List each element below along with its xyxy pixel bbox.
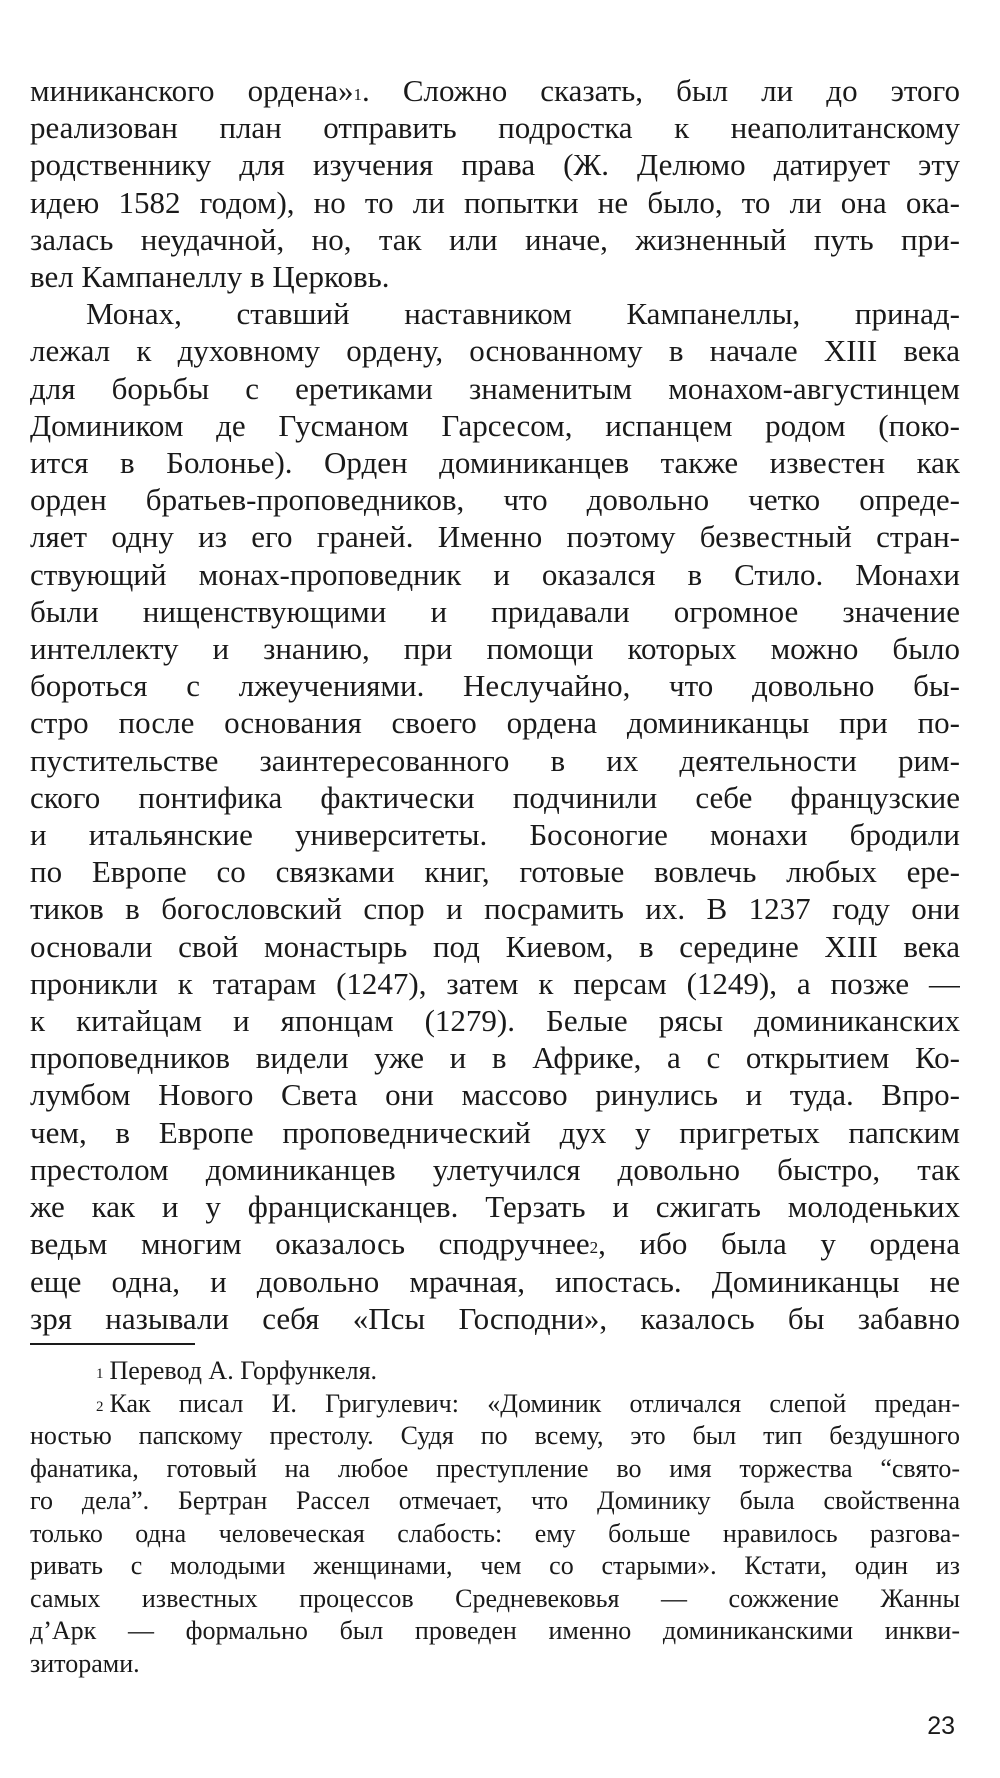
- line-text-continued: . Сложно сказать, был ли до этого: [362, 73, 960, 108]
- footnote-number: 2: [96, 1398, 104, 1415]
- text-line: чем, в Европе проповеднический дух у пригретых папским: [30, 1114, 960, 1150]
- text-line: ствующий монах-проповедник и оказался в Стило. Монахи: [30, 556, 960, 592]
- text-line: же как и у францисканцев. Терзать и сжигать молоденьких: [30, 1189, 960, 1225]
- page-number: 23: [927, 1712, 955, 1740]
- text-line: были нищенствующими и придавали огромное значение: [30, 593, 960, 629]
- footnotes-block: [30, 1355, 960, 1680]
- text-line: и итальянские университеты. Босоногие монахи бродили: [30, 817, 960, 853]
- text-line: к китайцам и японцам (1279). Белые рясы доминиканских: [30, 1003, 960, 1039]
- footnote-line: ностью папскому престолу. Судя по всему, это был тип бездушного: [30, 1421, 960, 1450]
- main-text-block: [30, 72, 960, 1337]
- footnote-1: [30, 1355, 960, 1388]
- text-line: реализован план отправить подростка к неаполитанскому: [30, 110, 960, 146]
- footnote-line: только одна человеческая слабость: ему больше нравилось разгова-: [30, 1518, 960, 1548]
- footnote-line: самых известных процессов Средневековья — сожжение Жанны: [30, 1583, 960, 1613]
- text-line: бороться с лжеучениями. Неслучайно, что довольно бы-: [30, 668, 960, 704]
- footnote-number: 1: [96, 1366, 104, 1382]
- text-line: для борьбы с еретиками знаменитым монахом-августинцем: [30, 370, 960, 406]
- text-line: тиков в богословский спор и посрамить их. В 1237 году они: [30, 891, 960, 927]
- text-line: ится в Болонье). Орден доминиканцев также известен как: [30, 445, 960, 481]
- footnote-line: фанатика, готовый на любое преступление во имя торжества “свято-: [30, 1453, 960, 1483]
- footnote-ref-1: 1: [353, 85, 363, 104]
- text-line: Монах, ставший наставником Кампанеллы, принад-: [86, 296, 960, 332]
- footnote-divider: [30, 1343, 195, 1345]
- text-line: основали свой монастырь под Киевом, в середине XIII века: [30, 928, 960, 964]
- footnote-line: го дела”. Бертран Рассел отмечает, что Доминику была свойственна: [30, 1486, 960, 1515]
- footnote-line: ривать с молодыми женщинами, чем со старыми». Кстати, один из: [30, 1551, 960, 1580]
- text-line: стро после основания своего ордена доминиканцы при по-: [30, 705, 960, 741]
- text-line: пустительстве заинтересованного в их деятельности рим-: [30, 742, 960, 778]
- text-line: родственнику для изучения права (Ж. Делюмо датирует эту: [30, 147, 960, 183]
- footnote-line: зиторами.: [30, 1648, 140, 1678]
- text-line: ского понтифика фактически подчинили себе французские: [30, 779, 960, 815]
- text-line: по Европе со связками книг, готовые вовлечь любых ере-: [30, 854, 960, 890]
- footnote-text: Перевод А. Горфункеля.: [109, 1356, 378, 1385]
- text-line: идею 1582 годом), но то ли попытки не было, то ли она ока-: [30, 184, 960, 220]
- text-line: еще одна, и довольно мрачная, ипостась. Доминиканцы не: [30, 1263, 960, 1299]
- text-line: [30, 72, 960, 109]
- line-text-continued: , ибо была у ордена: [598, 1226, 960, 1262]
- text-line: проповедников видели уже и в Африке, а с открытием Ко-: [30, 1040, 960, 1076]
- text-line: проникли к татарам (1247), затем к персам (1249), а позже —: [30, 965, 960, 1001]
- text-line: зря называли себя «Псы Господни», казалось бы забавно: [30, 1300, 960, 1336]
- text-line: ляет одну из его граней. Именно поэтому безвестный стран-: [30, 519, 960, 555]
- line-text: ведьм многим оказалось сподручнее: [30, 1226, 590, 1262]
- text-line: лумбом Нового Света они массово ринулись и туда. Впро-: [30, 1077, 960, 1113]
- text-line: Домиником де Гусманом Гарсесом, испанцем родом (поко-: [30, 407, 960, 443]
- footnote-2: [30, 1388, 960, 1421]
- footnote-line: д’Арк — формально был проведен именно доминиканскими инкви-: [30, 1616, 960, 1645]
- footnote-text: Как писал И. Григулевич: «Доминик отличался слепой предан-: [109, 1388, 960, 1418]
- text-line: вел Кампанеллу в Церковь.: [30, 259, 390, 295]
- text-line: [30, 1225, 960, 1262]
- text-line: орден братьев-проповедников, что довольно четко опреде-: [30, 482, 960, 518]
- text-line: лежал к духовному ордену, основанному в начале XIII века: [30, 333, 960, 369]
- text-line: интеллекту и знанию, при помощи которых можно было: [30, 631, 960, 667]
- footnote-ref-2: 2: [589, 1238, 599, 1258]
- text-line: залась неудачной, но, так или иначе, жизненный путь при-: [30, 221, 960, 257]
- line-text: миниканского ордена»: [30, 73, 354, 108]
- text-line: престолом доминиканцев улетучился довольно быстро, так: [30, 1151, 960, 1187]
